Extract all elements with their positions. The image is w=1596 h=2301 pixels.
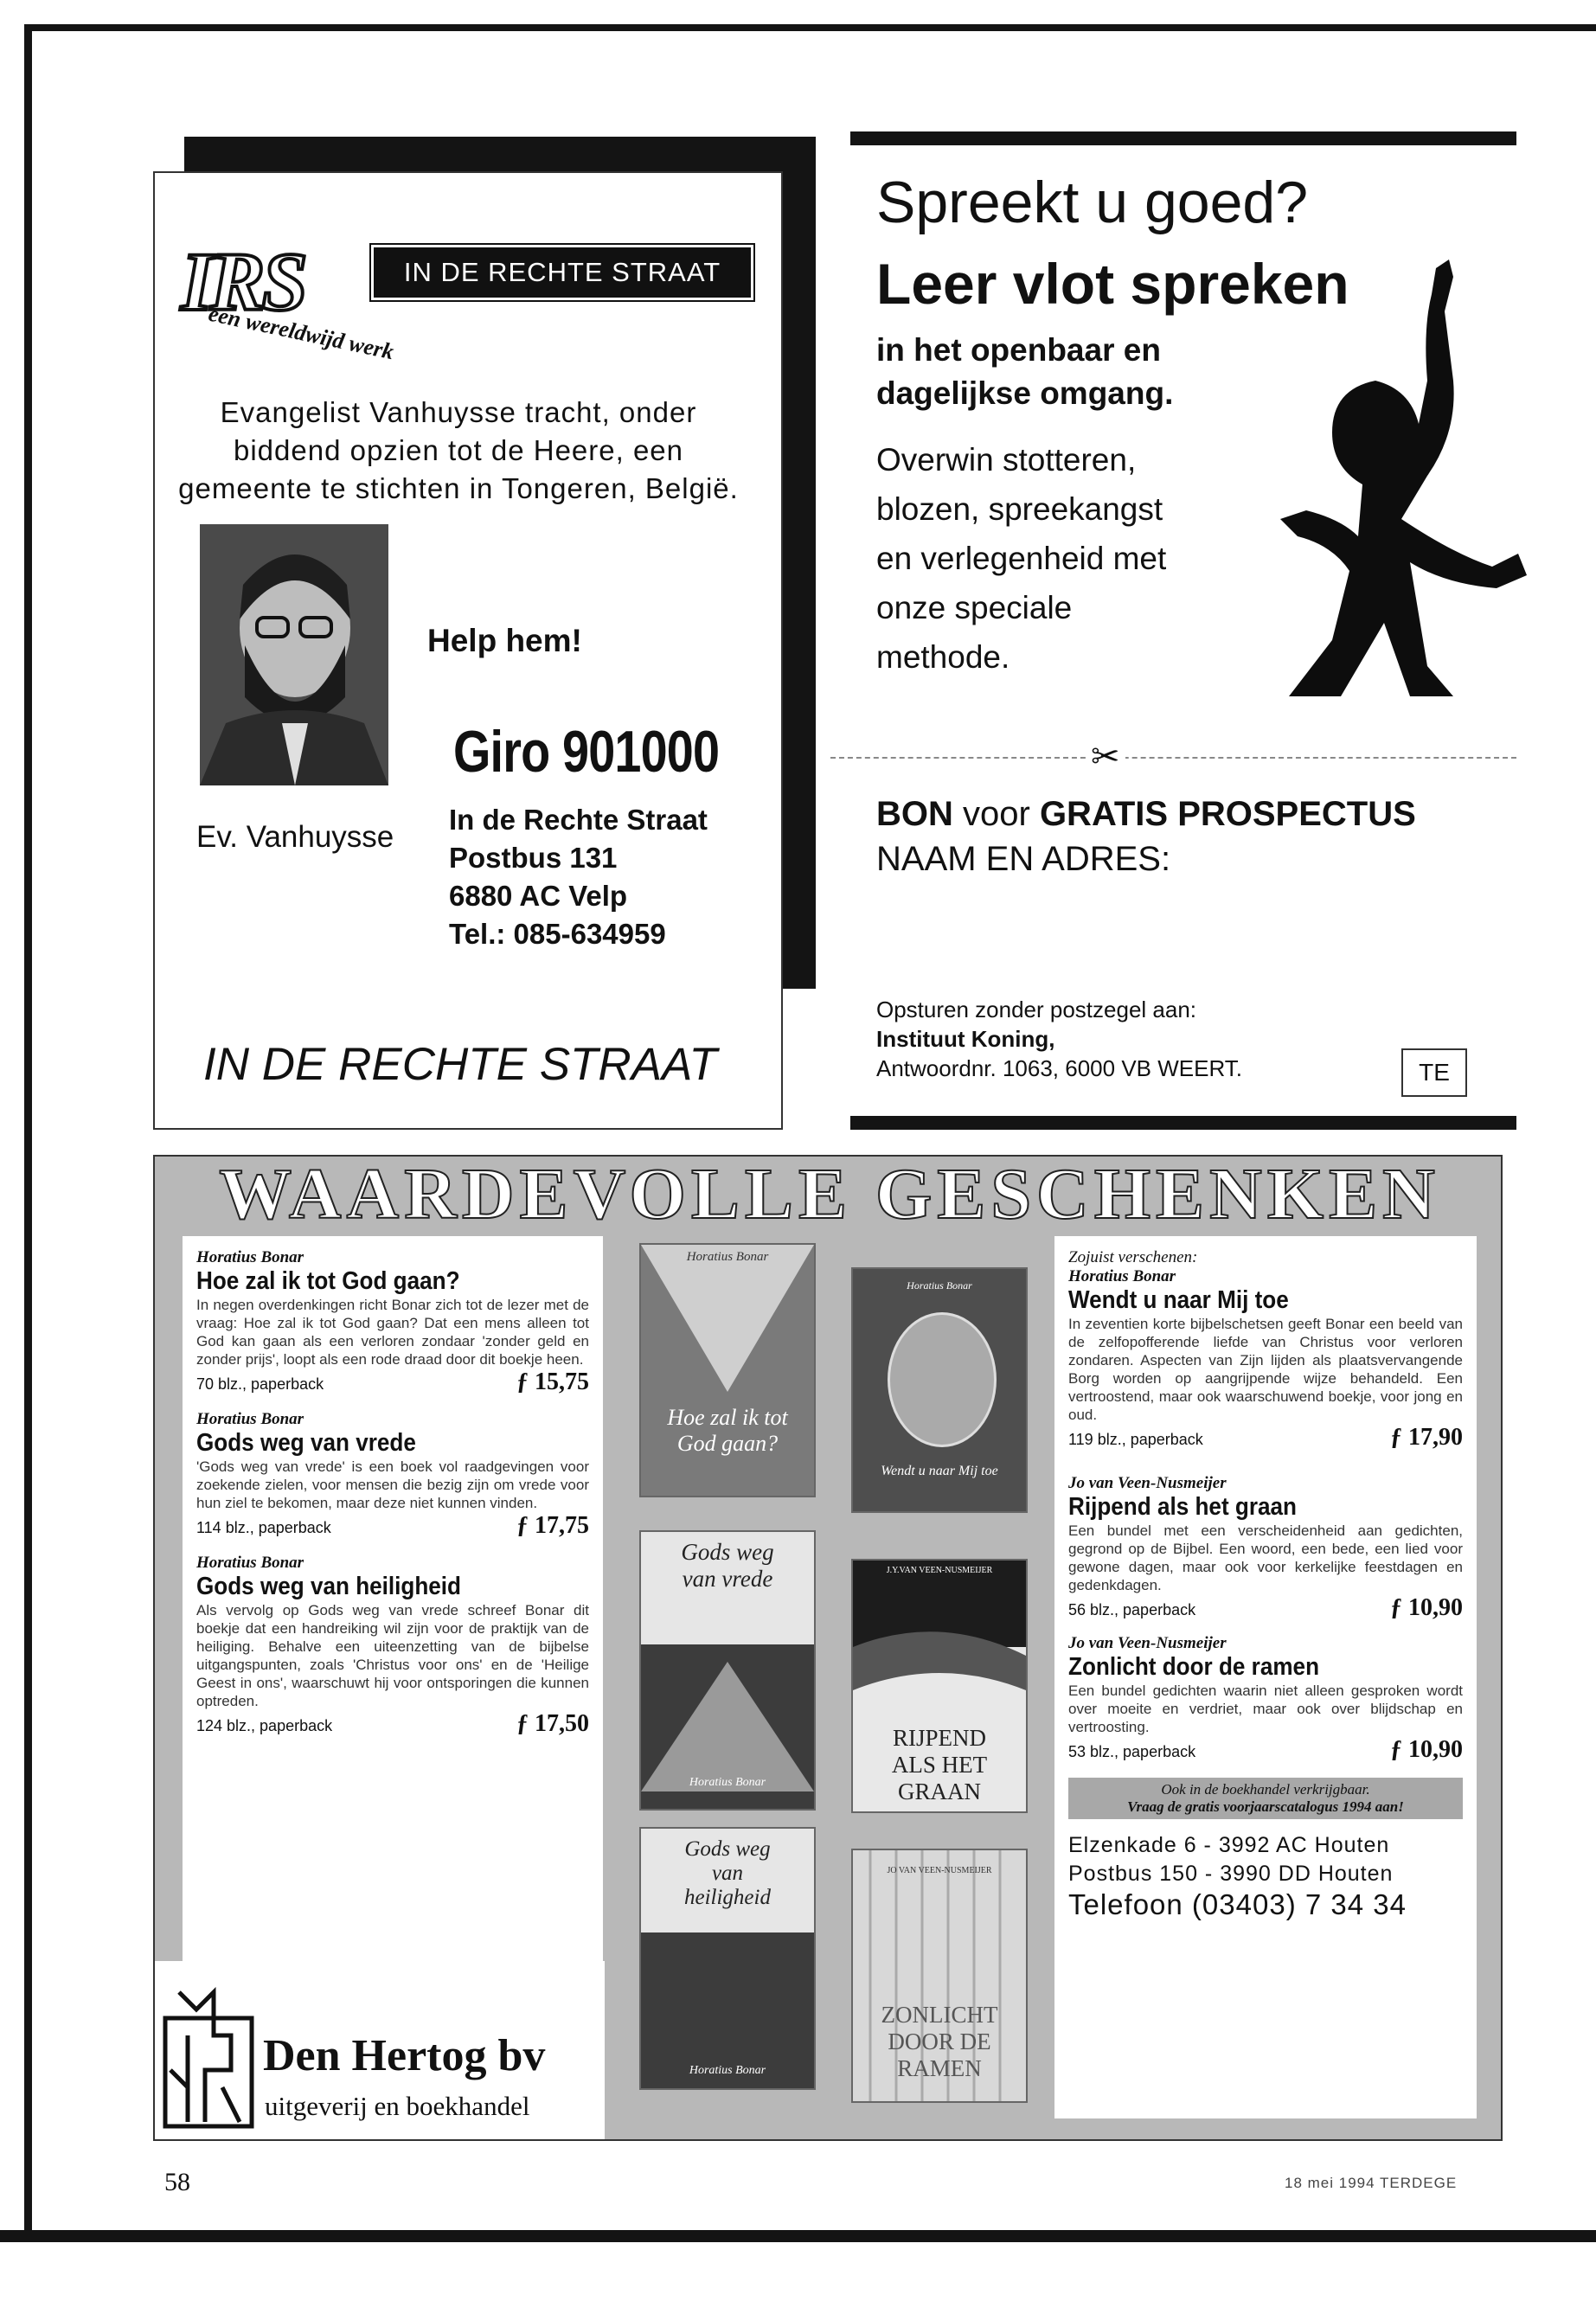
address-line: Postbus 131: [449, 842, 618, 874]
catalog-banner: [1068, 1778, 1463, 1819]
bon-prospectus: GRATIS PROSPECTUS: [1039, 795, 1416, 833]
bon-word: BON: [876, 795, 953, 833]
body-line: onze speciale: [876, 590, 1073, 625]
book-author: Jo van Veen-Nusmeijer: [1068, 1634, 1227, 1652]
publisher-logo: [155, 1961, 605, 2139]
book-price: ƒ 10,90: [1390, 1594, 1463, 1621]
book-title: Gods weg van vrede: [196, 1429, 416, 1457]
book-title: Hoe zal ik tot God gaan?: [196, 1267, 460, 1295]
book-description: In zeventien korte bijbelschetsen geeft Bonar een beeld van de zelfopofferende liefde van Christus voor verloren zondaren. Aspecten van Zijn lijden als plaatsvervangende Borg worden op aangrijpende wijze behandeld. Een vertroostend, maar ook waarschuwend boekje, voor jong en oud.: [1068, 1316, 1463, 1423]
right-book-column: [1054, 1236, 1477, 2118]
book-entry: [1068, 1634, 1463, 1764]
book-pages: 119 blz., paperback: [1068, 1431, 1203, 1448]
cover-author: JO VAN VEEN-NUSMEIJER: [887, 1866, 992, 1875]
sub-line: dagelijkse omgang.: [876, 375, 1174, 411]
cover-title: Hoe zal ik tot God gaan?: [667, 1405, 788, 1456]
coupon-heading: [876, 792, 1416, 881]
cover-gods-weg-heiligheid: [639, 1827, 816, 2090]
irs-logo: IRS: [181, 235, 304, 328]
den-hertog-ad: [153, 1155, 1503, 2141]
book-description: Als vervolg op Gods weg van vrede schreef Bonar dit boekje dat een handreiking wil zijn voor de praktijk van de heiliging. Behalve een uiteenzetting van de bijbelse uitgangspunten, zoals 'Christus voor ons' en de 'Heilige Geest in ons', waarschuwt hij voor ontsporingen die kunnen optreden.: [196, 1602, 589, 1709]
book-pages: 56 blz., paperback: [1068, 1601, 1196, 1618]
evangelist-photo: [200, 524, 388, 785]
page-number: 58: [164, 2168, 190, 2196]
cover-gods-weg-vrede: [639, 1530, 816, 1811]
book-price: ƒ 17,90: [1390, 1424, 1463, 1451]
book-pages: 114 blz., paperback: [196, 1519, 331, 1536]
sub-line: in het openbaar en: [876, 332, 1161, 368]
book-entry: [196, 1410, 589, 1540]
irs-ad: [153, 171, 783, 1130]
cover-author: Horatius Bonar: [686, 1250, 769, 1264]
book-pages: 70 blz., paperback: [196, 1375, 324, 1393]
send-note: Opsturen zonder postzegel aan:: [876, 997, 1197, 1022]
book-price: ƒ 10,90: [1390, 1736, 1463, 1763]
speaker-figure-icon: [1280, 260, 1531, 701]
send-address: [876, 995, 1242, 1083]
bottom-border: [0, 2230, 1596, 2242]
book-author: Horatius Bonar: [196, 1410, 304, 1428]
book-title: Wendt u naar Mij toe: [1068, 1286, 1289, 1314]
banner-line: Vraag de gratis voorjaarscatalogus 1994 aan!: [1127, 1798, 1404, 1815]
left-border: [24, 24, 32, 2239]
cover-rijpend: [851, 1559, 1028, 1813]
body-line: en verlegenheid met: [876, 541, 1167, 576]
book-author: Jo van Veen-Nusmeijer: [1068, 1474, 1227, 1492]
speak-question: Spreekt u goed?: [876, 170, 1309, 235]
speak-headline: Leer vlot spreken: [876, 252, 1349, 316]
send-addr: Antwoordnr. 1063, 6000 VB WEERT.: [876, 1055, 1242, 1081]
publisher-name: Den Hertog bv: [263, 2031, 546, 2080]
irs-footer: IN DE RECHTE STRAAT: [203, 1039, 717, 1090]
speak-subheading: [876, 329, 1173, 415]
photo-caption: Ev. Vanhuysse: [196, 820, 394, 854]
book-price: ƒ 15,75: [516, 1368, 589, 1395]
ad-headline: WAARDEVOLLE GESCHENKEN: [219, 1154, 1440, 1234]
contact-address: [1068, 1831, 1463, 1888]
book-entry: [196, 1248, 589, 1396]
cover-hoe-zal-ik: [639, 1243, 816, 1497]
body-line: methode.: [876, 639, 1010, 675]
publisher-subtitle: uitgeverij en boekhandel: [265, 2091, 530, 2121]
address-line: 6880 AC Velp: [449, 880, 628, 912]
irs-address: [449, 801, 708, 953]
giro-number: Giro 901000: [453, 719, 720, 785]
speak-bottom-rule: [850, 1116, 1516, 1130]
book-author: Horatius Bonar: [196, 1554, 304, 1572]
stag-logo-icon: [162, 1984, 257, 2131]
cover-author: Horatius Bonar: [689, 2064, 766, 2077]
banner-line: Ook in de boekhandel verkrijgbaar.: [1161, 1781, 1370, 1798]
book-description: Een bundel gedichten waarin niet alleen gesproken wordt over moeite en verdriet, maar ook over blijdschap en vertroosting.: [1068, 1682, 1463, 1735]
irs-box-label: IN DE RECHTE STRAAT: [374, 247, 751, 298]
book-entry: [1068, 1267, 1463, 1452]
scissors-icon: ✂: [1086, 737, 1125, 777]
address-line: Tel.: 085-634959: [449, 918, 666, 950]
cover-title: Gods weg van heiligheid: [684, 1837, 771, 1909]
book-entry: [196, 1554, 589, 1738]
book-description: In negen overdenkingen richt Bonar zich tot de lezer met de vraag: Hoe zal ik tot God gaan? Dat een mens alleen tot God kan gaan als een verloren zondaar 'zonder geld en zonder prijs', loopt als een rode draad door dit boekje heen.: [196, 1297, 589, 1368]
bon-mid: voor: [952, 795, 1040, 833]
book-author: Horatius Bonar: [1068, 1267, 1176, 1285]
send-name: Instituut Koning,: [876, 1026, 1055, 1052]
book-author: Horatius Bonar: [196, 1248, 304, 1266]
book-price: ƒ 17,75: [516, 1512, 589, 1539]
book-title: Zonlicht door de ramen: [1068, 1653, 1320, 1681]
code-box: TE: [1401, 1048, 1467, 1097]
cover-author: Horatius Bonar: [689, 1776, 766, 1789]
top-border: [24, 24, 1596, 31]
issue-date: 18 mei 1994 TERDEGE: [1285, 2175, 1458, 2191]
irs-body-text: Evangelist Vanhuysse tracht, onder biddend opzien tot de Heere, een gemeente te stichten in Tongeren, België.: [178, 396, 739, 504]
cover-title: RIJPEND ALS HET GRAAN: [891, 1725, 988, 1804]
book-description: 'Gods weg van vrede' is een boek vol raadgevingen voor zoekende zielen, voor mensen die bezig zijn om vrede voor hun ziel te bekomen, maar deze niet kunnen vinden.: [196, 1458, 589, 1511]
cover-portrait: [888, 1312, 997, 1447]
irs-shadow-right: [783, 137, 816, 989]
address-line: In de Rechte Straat: [449, 804, 708, 836]
cover-author: Horatius Bonar: [907, 1279, 972, 1292]
phone-number: Telefoon (03403) 7 34 34: [1068, 1888, 1407, 1920]
body-line: blozen, spreekangst: [876, 491, 1163, 527]
cover-author: J.Y.VAN VEEN-NUSMEIJER: [886, 1566, 993, 1575]
contact-line: Elzenkade 6 - 3992 AC Houten: [1068, 1833, 1390, 1857]
book-description: Een bundel met een verscheidenheid aan gedichten, gegrond op de Bijbel. Een woord, een bede, een lied voor gewone dagen, maar ook voor kerkelijke feestdagen en gedenkdagen.: [1068, 1522, 1463, 1593]
speak-top-rule: [850, 131, 1516, 145]
bon-name-address: NAAM EN ADRES:: [876, 840, 1171, 878]
irs-shadow-top: [184, 137, 816, 171]
book-entry: [1068, 1474, 1463, 1622]
book-title: Rijpend als het graan: [1068, 1493, 1297, 1521]
left-book-column: [183, 1236, 603, 1980]
speak-body: [876, 435, 1166, 682]
cover-title: Wendt u naar Mij toe: [881, 1464, 998, 1478]
irs-tagline: een wereldwijd werk: [206, 300, 396, 365]
new-release-label: Zojuist verschenen:: [1068, 1248, 1198, 1266]
book-title: Gods weg van heiligheid: [196, 1573, 461, 1600]
cover-title: Gods weg van vrede: [681, 1539, 774, 1592]
contact-line: Postbus 150 - 3990 DD Houten: [1068, 1862, 1394, 1886]
book-price: ƒ 17,50: [516, 1710, 589, 1737]
body-line: Overwin stotteren,: [876, 442, 1137, 478]
cut-line: [830, 757, 1516, 759]
help-text: Help hem!: [427, 623, 582, 658]
book-pages: 53 blz., paperback: [1068, 1743, 1196, 1760]
cover-wendt-u: [851, 1267, 1028, 1513]
book-pages: 124 blz., paperback: [196, 1717, 333, 1734]
cover-zonlicht: [851, 1849, 1028, 2103]
cover-title: ZONLICHT DOOR DE RAMEN: [881, 2002, 998, 2081]
